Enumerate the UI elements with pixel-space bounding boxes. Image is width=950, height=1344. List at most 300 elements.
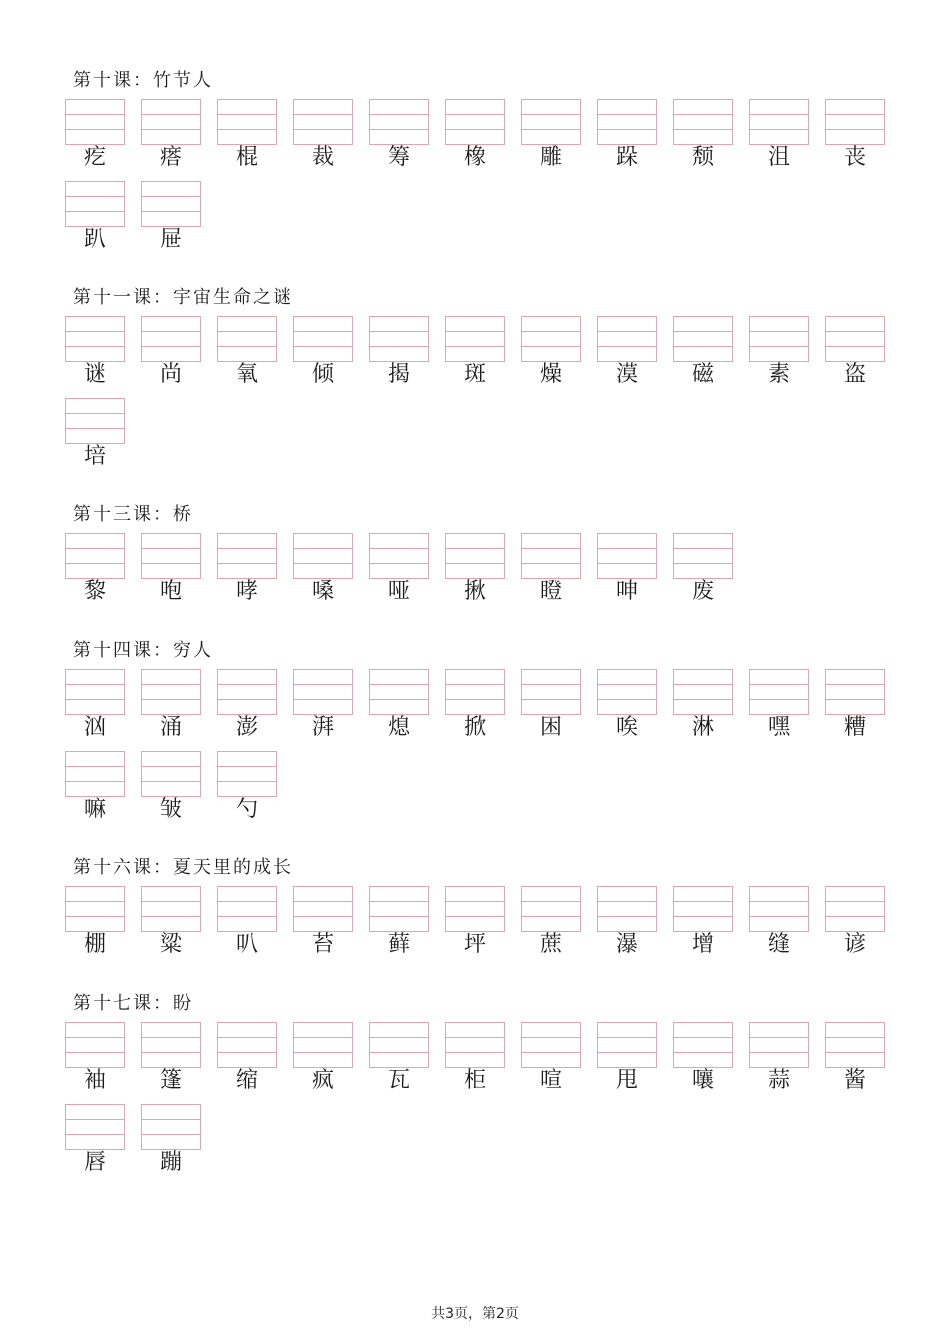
- guide-line: [522, 901, 580, 902]
- character-cell: [65, 99, 125, 169]
- guide-line: [826, 1052, 884, 1053]
- pinyin-writing-box[interactable]: [141, 181, 201, 227]
- character-label: 坪: [463, 932, 486, 957]
- character-cell: [369, 1022, 429, 1092]
- character-cell: [597, 533, 657, 603]
- lesson-title: 第十课：竹节人: [73, 70, 213, 91]
- character-cell: [597, 316, 657, 386]
- character-cell: [673, 886, 733, 956]
- guide-line: [674, 563, 732, 564]
- character-label: 淋: [691, 715, 714, 740]
- pinyin-writing-box[interactable]: [749, 99, 809, 145]
- guide-line: [294, 346, 352, 347]
- guide-line: [294, 1037, 352, 1038]
- pinyin-writing-box[interactable]: [293, 669, 353, 715]
- guide-line: [446, 1052, 504, 1053]
- character-cell: [445, 316, 505, 386]
- character-cell: [293, 533, 353, 603]
- guide-line: [826, 331, 884, 332]
- character-label: 橡: [463, 145, 486, 170]
- character-cell: [141, 886, 201, 956]
- guide-line: [66, 1037, 124, 1038]
- character-cell: [217, 99, 277, 169]
- guide-line: [674, 548, 732, 549]
- character-label: 筹: [387, 145, 410, 170]
- guide-line: [446, 1037, 504, 1038]
- guide-line: [66, 916, 124, 917]
- pinyin-writing-box[interactable]: [217, 886, 277, 932]
- character-label: 酱: [843, 1068, 866, 1093]
- character-cell: [521, 99, 581, 169]
- guide-line: [750, 916, 808, 917]
- character-cell: [749, 669, 809, 739]
- pinyin-writing-box[interactable]: [749, 669, 809, 715]
- character-label: 哑: [387, 579, 410, 604]
- pinyin-writing-box[interactable]: [369, 886, 429, 932]
- guide-line: [218, 563, 276, 564]
- guide-line: [294, 563, 352, 564]
- character-cell: [825, 316, 885, 386]
- character-cell: [825, 99, 885, 169]
- guide-line: [218, 916, 276, 917]
- guide-line: [598, 1052, 656, 1053]
- pinyin-writing-box[interactable]: [293, 1022, 353, 1068]
- guide-line: [142, 211, 200, 212]
- character-cell: [141, 533, 201, 603]
- guide-line: [598, 1037, 656, 1038]
- pinyin-writing-box[interactable]: [141, 751, 201, 797]
- character-label: 瞪: [539, 579, 562, 604]
- guide-line: [66, 129, 124, 130]
- pinyin-writing-box[interactable]: [65, 99, 125, 145]
- character-label: 沮: [767, 145, 790, 170]
- pinyin-writing-box[interactable]: [749, 1022, 809, 1068]
- guide-line: [750, 1037, 808, 1038]
- character-label: 培: [83, 444, 106, 469]
- guide-line: [142, 331, 200, 332]
- pinyin-writing-box[interactable]: [65, 1104, 125, 1150]
- guide-line: [66, 548, 124, 549]
- pinyin-writing-box[interactable]: [369, 1022, 429, 1068]
- pinyin-writing-box[interactable]: [825, 669, 885, 715]
- guide-line: [66, 699, 124, 700]
- pinyin-writing-box[interactable]: [445, 316, 505, 362]
- character-cell: [445, 1022, 505, 1092]
- pinyin-writing-box[interactable]: [217, 533, 277, 579]
- guide-line: [750, 331, 808, 332]
- guide-line: [142, 548, 200, 549]
- guide-line: [218, 331, 276, 332]
- guide-line: [370, 563, 428, 564]
- pinyin-writing-box[interactable]: [521, 669, 581, 715]
- guide-line: [598, 129, 656, 130]
- character-label: 蒜: [767, 1068, 790, 1093]
- pinyin-writing-box[interactable]: [521, 316, 581, 362]
- character-label: 柜: [463, 1068, 486, 1093]
- guide-line: [66, 114, 124, 115]
- character-cell: [825, 669, 885, 739]
- guide-line: [674, 1037, 732, 1038]
- guide-line: [294, 548, 352, 549]
- character-label: 增: [691, 932, 714, 957]
- guide-line: [598, 916, 656, 917]
- guide-line: [66, 901, 124, 902]
- character-cell: [217, 751, 277, 821]
- guide-line: [446, 901, 504, 902]
- character-cell: [597, 669, 657, 739]
- pinyin-writing-box[interactable]: [141, 533, 201, 579]
- pinyin-writing-box[interactable]: [521, 533, 581, 579]
- guide-line: [674, 114, 732, 115]
- character-cell: [293, 669, 353, 739]
- character-cell: [369, 316, 429, 386]
- guide-line: [66, 563, 124, 564]
- guide-line: [446, 563, 504, 564]
- pinyin-writing-box[interactable]: [445, 886, 505, 932]
- guide-line: [370, 346, 428, 347]
- character-cell: [369, 886, 429, 956]
- guide-line: [370, 114, 428, 115]
- character-cell: [65, 181, 125, 251]
- character-label: 唇: [83, 1150, 106, 1175]
- pinyin-writing-box[interactable]: [597, 669, 657, 715]
- pinyin-writing-box[interactable]: [65, 669, 125, 715]
- pinyin-writing-box[interactable]: [521, 886, 581, 932]
- guide-line: [522, 129, 580, 130]
- guide-line: [750, 684, 808, 685]
- pinyin-writing-box[interactable]: [825, 886, 885, 932]
- guide-line: [218, 699, 276, 700]
- pinyin-writing-box[interactable]: [597, 886, 657, 932]
- pinyin-writing-box[interactable]: [597, 316, 657, 362]
- pinyin-writing-box[interactable]: [65, 1022, 125, 1068]
- character-label: 藓: [387, 932, 410, 957]
- guide-line: [446, 331, 504, 332]
- guide-line: [142, 129, 200, 130]
- pinyin-writing-box[interactable]: [825, 99, 885, 145]
- pinyin-writing-box[interactable]: [597, 1022, 657, 1068]
- guide-line: [142, 766, 200, 767]
- character-cell: [217, 533, 277, 603]
- guide-line: [370, 916, 428, 917]
- guide-line: [66, 428, 124, 429]
- guide-line: [598, 114, 656, 115]
- character-label: 澎: [235, 715, 258, 740]
- character-label: 哮: [235, 579, 258, 604]
- character-cell: [141, 751, 201, 821]
- character-cell: [749, 1022, 809, 1092]
- guide-line: [446, 699, 504, 700]
- pinyin-writing-box[interactable]: [141, 886, 201, 932]
- character-cell: [141, 181, 201, 251]
- pinyin-writing-box[interactable]: [673, 99, 733, 145]
- guide-line: [142, 196, 200, 197]
- guide-line: [218, 1052, 276, 1053]
- character-label: 斑: [463, 362, 486, 387]
- pinyin-writing-box[interactable]: [673, 886, 733, 932]
- pinyin-writing-box[interactable]: [293, 886, 353, 932]
- guide-line: [598, 346, 656, 347]
- character-cell: [749, 316, 809, 386]
- character-cell: [369, 669, 429, 739]
- character-cell: [65, 1022, 125, 1092]
- pinyin-writing-box[interactable]: [673, 316, 733, 362]
- character-label: 嗓: [311, 579, 334, 604]
- character-cell: [521, 669, 581, 739]
- guide-line: [598, 901, 656, 902]
- guide-line: [674, 346, 732, 347]
- guide-line: [446, 548, 504, 549]
- character-label: 缝: [767, 932, 790, 957]
- lesson-title: 第十三课：桥: [73, 504, 193, 525]
- character-label: 湃: [311, 715, 334, 740]
- guide-line: [674, 331, 732, 332]
- character-label: 裁: [311, 145, 334, 170]
- character-label: 袖: [83, 1068, 106, 1093]
- character-cell: [293, 99, 353, 169]
- pinyin-writing-box[interactable]: [217, 1022, 277, 1068]
- character-label: 跺: [615, 145, 638, 170]
- lesson-title: 第十四课：穷人: [73, 640, 213, 661]
- pinyin-writing-box[interactable]: [825, 1022, 885, 1068]
- character-label: 黎: [83, 579, 106, 604]
- guide-line: [522, 346, 580, 347]
- character-label: 趴: [83, 227, 106, 252]
- character-cell: [673, 669, 733, 739]
- pinyin-writing-box[interactable]: [673, 669, 733, 715]
- guide-line: [826, 1037, 884, 1038]
- guide-line: [66, 211, 124, 212]
- character-label: 瓦: [387, 1068, 410, 1093]
- pinyin-writing-box[interactable]: [369, 533, 429, 579]
- character-label: 瘩: [159, 145, 182, 170]
- guide-line: [66, 766, 124, 767]
- guide-line: [294, 114, 352, 115]
- pinyin-writing-box[interactable]: [445, 99, 505, 145]
- guide-line: [370, 684, 428, 685]
- character-cell: [369, 533, 429, 603]
- guide-line: [446, 916, 504, 917]
- guide-line: [66, 1052, 124, 1053]
- character-cell: [217, 316, 277, 386]
- character-cell: [749, 886, 809, 956]
- character-label: 揪: [463, 579, 486, 604]
- character-cell: [445, 669, 505, 739]
- pinyin-writing-box[interactable]: [293, 533, 353, 579]
- guide-line: [370, 548, 428, 549]
- guide-line: [294, 129, 352, 130]
- character-label: 揭: [387, 362, 410, 387]
- pinyin-writing-box[interactable]: [445, 533, 505, 579]
- pinyin-writing-box[interactable]: [65, 181, 125, 227]
- guide-line: [142, 1052, 200, 1053]
- character-label: 疯: [311, 1068, 334, 1093]
- character-cell: [65, 886, 125, 956]
- character-label: 掀: [463, 715, 486, 740]
- character-cell: [217, 669, 277, 739]
- pinyin-writing-box[interactable]: [65, 398, 125, 444]
- pinyin-writing-box[interactable]: [65, 886, 125, 932]
- character-label: 嚷: [691, 1068, 714, 1093]
- guide-line: [674, 901, 732, 902]
- guide-line: [750, 129, 808, 130]
- character-cell: [597, 886, 657, 956]
- pinyin-writing-box[interactable]: [293, 316, 353, 362]
- character-cell: [293, 1022, 353, 1092]
- character-label: 嘛: [83, 797, 106, 822]
- character-cell: [445, 99, 505, 169]
- guide-line: [142, 781, 200, 782]
- pinyin-writing-box[interactable]: [141, 1022, 201, 1068]
- guide-line: [522, 916, 580, 917]
- character-label: 颓: [691, 145, 714, 170]
- character-label: 苔: [311, 932, 334, 957]
- guide-line: [674, 699, 732, 700]
- pinyin-writing-box[interactable]: [825, 316, 885, 362]
- guide-line: [66, 781, 124, 782]
- pinyin-writing-box[interactable]: [445, 1022, 505, 1068]
- character-label: 篷: [159, 1068, 182, 1093]
- pinyin-writing-box[interactable]: [369, 316, 429, 362]
- guide-line: [66, 684, 124, 685]
- character-label: 疙: [83, 145, 106, 170]
- pinyin-writing-box[interactable]: [217, 99, 277, 145]
- character-cell: [141, 1104, 201, 1174]
- pinyin-writing-box[interactable]: [293, 99, 353, 145]
- pinyin-writing-box[interactable]: [217, 669, 277, 715]
- pinyin-writing-box[interactable]: [597, 533, 657, 579]
- pinyin-writing-box[interactable]: [521, 1022, 581, 1068]
- character-label: 困: [539, 715, 562, 740]
- guide-line: [750, 901, 808, 902]
- character-label: 咆: [159, 579, 182, 604]
- lesson-title: 第十七课：盼: [73, 993, 193, 1014]
- character-label: 叭: [235, 932, 258, 957]
- guide-line: [522, 699, 580, 700]
- guide-line: [142, 901, 200, 902]
- pinyin-writing-box[interactable]: [141, 1104, 201, 1150]
- character-label: 嘿: [767, 715, 790, 740]
- character-label: 漠: [615, 362, 638, 387]
- character-cell: [65, 316, 125, 386]
- character-cell: [217, 1022, 277, 1092]
- character-label: 棚: [83, 932, 106, 957]
- character-label: 勺: [235, 797, 258, 822]
- character-cell: [749, 99, 809, 169]
- character-label: 雕: [539, 145, 562, 170]
- character-label: 瀑: [615, 932, 638, 957]
- character-cell: [369, 99, 429, 169]
- character-label: 汹: [83, 715, 106, 740]
- guide-line: [218, 1037, 276, 1038]
- guide-line: [826, 114, 884, 115]
- character-cell: [521, 886, 581, 956]
- guide-line: [218, 548, 276, 549]
- character-cell: [673, 99, 733, 169]
- guide-line: [446, 129, 504, 130]
- pinyin-writing-box[interactable]: [369, 669, 429, 715]
- character-cell: [597, 99, 657, 169]
- character-label: 氧: [235, 362, 258, 387]
- character-label: 缩: [235, 1068, 258, 1093]
- guide-line: [294, 684, 352, 685]
- character-cell: [673, 1022, 733, 1092]
- character-cell: [141, 669, 201, 739]
- guide-line: [598, 699, 656, 700]
- character-label: 废: [691, 579, 714, 604]
- guide-line: [218, 781, 276, 782]
- guide-line: [522, 1037, 580, 1038]
- page-footer: 共3页，第2页: [431, 1306, 519, 1322]
- guide-line: [750, 114, 808, 115]
- character-cell: [65, 398, 125, 468]
- guide-line: [826, 129, 884, 130]
- pinyin-writing-box[interactable]: [521, 99, 581, 145]
- character-cell: [673, 316, 733, 386]
- character-label: 蹦: [159, 1150, 182, 1175]
- guide-line: [294, 916, 352, 917]
- pinyin-writing-box[interactable]: [445, 669, 505, 715]
- character-label: 磁: [691, 362, 714, 387]
- pinyin-writing-box[interactable]: [65, 316, 125, 362]
- guide-line: [66, 1134, 124, 1135]
- guide-line: [370, 129, 428, 130]
- character-cell: [825, 886, 885, 956]
- guide-line: [218, 684, 276, 685]
- guide-line: [674, 916, 732, 917]
- guide-line: [826, 901, 884, 902]
- character-label: 丧: [843, 145, 866, 170]
- character-cell: [141, 1022, 201, 1092]
- guide-line: [294, 331, 352, 332]
- character-cell: [141, 99, 201, 169]
- character-cell: [217, 886, 277, 956]
- character-label: 甩: [615, 1068, 638, 1093]
- guide-line: [826, 699, 884, 700]
- character-label: 涌: [159, 715, 182, 740]
- character-cell: [65, 751, 125, 821]
- character-label: 燥: [539, 362, 562, 387]
- guide-line: [598, 548, 656, 549]
- pinyin-writing-box[interactable]: [141, 669, 201, 715]
- character-cell: [65, 533, 125, 603]
- pinyin-writing-box[interactable]: [749, 886, 809, 932]
- guide-line: [522, 684, 580, 685]
- pinyin-writing-box[interactable]: [673, 1022, 733, 1068]
- pinyin-writing-box[interactable]: [217, 316, 277, 362]
- pinyin-writing-box[interactable]: [597, 99, 657, 145]
- character-label: 皱: [159, 797, 182, 822]
- guide-line: [66, 1119, 124, 1120]
- pinyin-writing-box[interactable]: [217, 751, 277, 797]
- pinyin-writing-box[interactable]: [673, 533, 733, 579]
- pinyin-writing-box[interactable]: [369, 99, 429, 145]
- guide-line: [446, 684, 504, 685]
- guide-line: [750, 346, 808, 347]
- guide-line: [674, 129, 732, 130]
- guide-line: [370, 1052, 428, 1053]
- pinyin-writing-box[interactable]: [141, 316, 201, 362]
- pinyin-writing-box[interactable]: [65, 751, 125, 797]
- pinyin-writing-box[interactable]: [749, 316, 809, 362]
- guide-line: [522, 331, 580, 332]
- pinyin-writing-box[interactable]: [141, 99, 201, 145]
- pinyin-writing-box[interactable]: [65, 533, 125, 579]
- character-label: 屉: [159, 227, 182, 252]
- guide-line: [218, 114, 276, 115]
- guide-line: [142, 114, 200, 115]
- character-label: 尚: [159, 362, 182, 387]
